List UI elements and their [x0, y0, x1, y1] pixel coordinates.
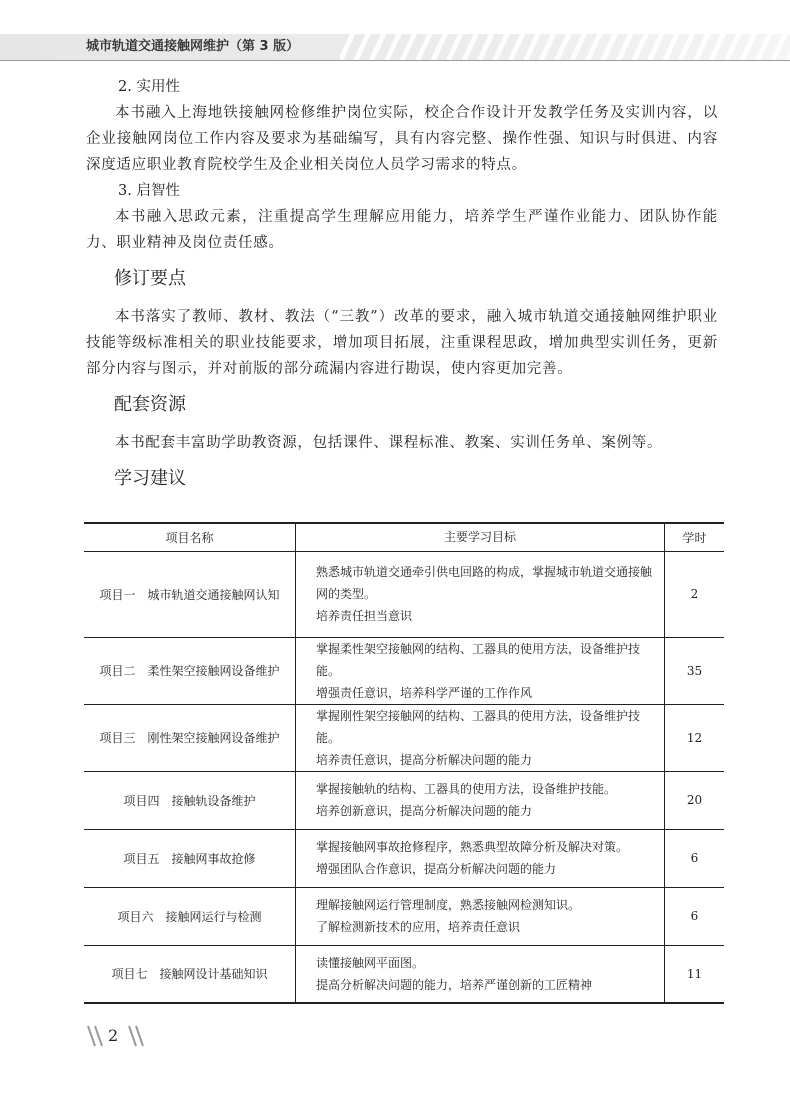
feature-title-practical: 2. 实用性	[118, 79, 180, 95]
project-goals	[296, 829, 665, 887]
goal-line: 培养责任意识，提高分析解决问题的能力	[316, 752, 533, 767]
goal-line: 读懂接触网平面图。	[316, 955, 425, 970]
goal-line: 了解检测新技术的应用，培养责任意识	[316, 920, 521, 934]
project-name: 项目二 柔性架空接触网设备维护	[84, 637, 296, 704]
table-row	[84, 704, 724, 771]
project-name: 项目五 接触网事故抢修	[84, 829, 296, 887]
project-goals	[296, 771, 665, 829]
project-name: 项目三 刚性架空接触网设备维护	[84, 704, 296, 771]
goal-line: 掌握接触网事故抢修程序，熟悉典型故障分析及解决对策。	[316, 840, 629, 854]
table-row	[84, 551, 724, 637]
table-row	[84, 771, 724, 829]
table-row	[84, 637, 724, 704]
project-goals	[296, 704, 665, 771]
table-row	[84, 945, 724, 1003]
table-header-row	[84, 523, 724, 551]
goal-line: 理解接触网运行管理制度，熟悉接触网检测知识。	[316, 898, 581, 912]
table-row	[84, 829, 724, 887]
goal-line: 掌握刚性架空接触网的结构、工器具的使用方法，设备维护技能。	[316, 708, 641, 745]
study-plan-table	[84, 522, 724, 1004]
feature-title-enlightening: 3. 启智性	[118, 183, 180, 199]
project-hours: 12	[665, 704, 725, 771]
resources-heading: 配套资源	[114, 394, 186, 415]
revision-text: 本书落实了教师、教材、教法（“三教”）改革的要求，融入城市轨道交通接触网维护职业技能等级标准相关的职业技能要求，增加项目拓展，注重课程思政，增加典型实训任务，更新部分内容与图示，并对前版的部分疏漏内容进行勘误，使内容更加完善。	[86, 309, 718, 377]
goal-line: 培养创新意识，提高分析解决问题的能力	[316, 804, 533, 818]
project-hours: 35	[665, 637, 725, 704]
footer-slash-left	[86, 1024, 104, 1048]
goal-line: 增强团队合作意识，提高分析解决问题的能力	[316, 862, 557, 876]
project-name: 项目四 接触轨设备维护	[84, 771, 296, 829]
goal-line: 熟悉城市轨道交通牵引供电回路的构成，掌握城市轨道交通接触网的类型。	[316, 565, 653, 601]
page-content	[86, 74, 718, 504]
project-goals	[296, 551, 665, 637]
goal-line: 提高分析解决问题的能力，培养严谨创新的工匠精神	[316, 977, 593, 992]
project-goals	[296, 887, 665, 945]
revision-heading: 修订要点	[114, 268, 186, 289]
project-hours: 11	[665, 945, 725, 1003]
goal-line: 掌握柔性架空接触网的结构、工器具的使用方法，设备维护技能。	[316, 641, 641, 678]
header-stripes	[340, 34, 790, 60]
resources-text: 本书配套丰富助学助教资源，包括课件、课程标准、教案、实训任务单、案例等。	[115, 435, 663, 451]
project-goals	[296, 945, 665, 1003]
project-name: 项目六 接触网运行与检测	[84, 887, 296, 945]
page-number: 2	[108, 1026, 119, 1045]
running-title: 城市轨道交通接触网维护（第 3 版）	[86, 39, 300, 54]
project-hours: 2	[665, 551, 725, 637]
project-hours: 20	[665, 771, 725, 829]
project-hours: 6	[665, 829, 725, 887]
goal-line: 培养责任担当意识	[316, 609, 413, 623]
project-goals	[296, 637, 665, 704]
project-hours: 6	[665, 887, 725, 945]
project-name: 项目一 城市轨道交通接触网认知	[84, 551, 296, 637]
feature-text-enlightening: 本书融入思政元素，注重提高学生理解应用能力，培养学生严谨作业能力、团队协作能力、职业精神及岗位责任感。	[86, 209, 718, 251]
header-rule	[0, 60, 790, 61]
goal-line: 掌握接触轨的结构、工器具的使用方法，设备维护技能。	[316, 782, 617, 796]
goal-line: 增强责任意识，培养科学严谨的工作作风	[316, 685, 533, 700]
project-name: 项目七 接触网设计基础知识	[84, 945, 296, 1003]
column-header-project: 项目名称	[84, 523, 296, 551]
column-header-hours: 学时	[665, 523, 725, 551]
table-row	[84, 887, 724, 945]
footer-slash-right	[127, 1024, 145, 1048]
column-header-goals: 主要学习目标	[296, 523, 665, 551]
study-heading: 学习建议	[114, 468, 186, 489]
feature-text-practical: 本书融入上海地铁接触网检修维护岗位实际，校企合作设计开发教学任务及实训内容，以企业接触网岗位工作内容及要求为基础编写，具有内容完整、操作性强、知识与时俱进、内容深度适应职业教育院校学生及企业相关岗位人员学习需求的特点。	[86, 105, 718, 173]
